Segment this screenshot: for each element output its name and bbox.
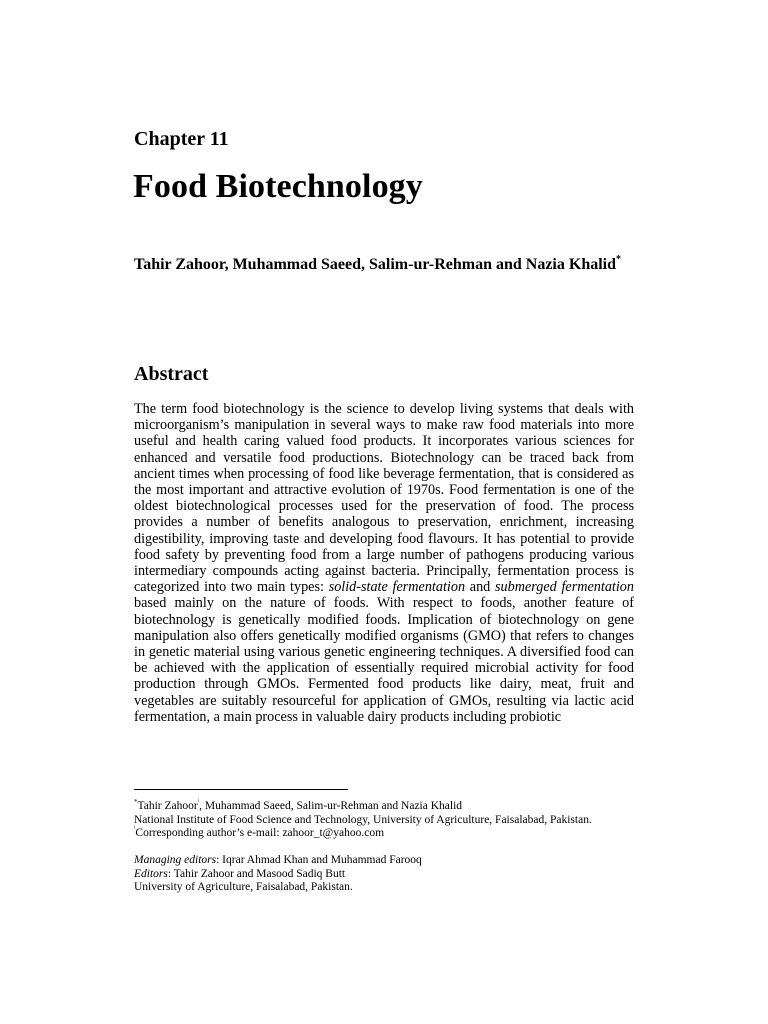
footnote-affiliation: National Institute of Food Science and Technology, University of Agriculture, Faisalabad, Pakistan. <box>134 813 592 826</box>
footnote-other-authors: , Muhammad Saeed, Salim-ur-Rehman and Nazia Khalid <box>199 800 463 812</box>
footnote-divider <box>134 789 348 790</box>
editors-affiliation: University of Agriculture, Faisalabad, Pakistan. <box>134 881 353 893</box>
abstract-term-submerged: submerged fermentation <box>495 579 634 596</box>
managing-editors-label: Managing editors <box>134 854 217 866</box>
chapter-title: Food Biotechnology <box>133 168 423 205</box>
footnote-email <box>134 827 654 841</box>
editors-line <box>134 868 654 882</box>
abstract-body <box>134 401 634 725</box>
managing-editors <box>134 854 654 868</box>
author-list <box>134 255 634 275</box>
abstract-text-3: based mainly on the nature of foods. With respect to foods, another feature of biotechnology is genetically modified foods. Implication of biotechnology on gene manipulation also offers genetically modified organisms (GMO) that refers to changes in genetic material using various genetic engineering techniques. A diversified food can be achieved with the application of essentially required microbial activity for food production through GMOs. Fermented food products like dairy, meat, fruit and vegetables are suitably resourceful for application of GMOs, resulting via lactic acid fermentation, a main process in valuable dairy products including probiotic <box>134 595 634 725</box>
editors-label: Editors <box>134 867 168 880</box>
chapter-label: Chapter 11 <box>134 128 229 150</box>
footnote-first-author: Tahir Zahoor <box>137 800 198 812</box>
footnote-authors <box>134 800 654 814</box>
author-names: Tahir Zahoor, Muhammad Saeed, Salim-ur-Rehman and Nazia Khalid <box>134 256 617 273</box>
managing-editors-names: : Iqrar Ahmad Khan and Muhammad Farooq <box>216 854 422 866</box>
footnote-marker: * <box>134 798 138 807</box>
editors-names: : Tahir Zahoor and Masood Sadiq Butt <box>167 867 346 880</box>
abstract-text-2: and <box>465 579 496 596</box>
footnote-email-marker: ⁱ <box>134 825 136 834</box>
footnotes <box>134 800 654 841</box>
corresponding-marker: * <box>616 253 622 265</box>
abstract-text-1: The term food biotechnology is the science to develop living systems that deals with microorganism’s manipulation in several ways to make raw food materials into more useful and health caring valued food products. It incorporates various sciences for enhanced and versatile food productions. Biotechnology can be traced back from ancient times when processing of food like beverage fermentation, that is considered as the most important and attractive evolution of 1970s. Food fermentation is one of the oldest biotechnological processes used for the preservation of food. The process provides a number of benefits analogous to preservation, enrichment, increasing digestibility, improving taste and developing food flavours. It has potential to provide food safety by preventing food from a large number of pathogens producing various intermediary compounds acting against bacteria. Principally, fermentation process is categorized into two main types: <box>134 401 634 596</box>
abstract-term-solid-state: solid-state fermentation <box>328 579 466 596</box>
footnote-author-marker: ⁱ <box>197 798 200 807</box>
abstract-heading: Abstract <box>134 363 209 385</box>
editors-block <box>134 854 654 895</box>
footnote-email-text: Corresponding author’s e-mail: zahoor_t@yahoo.com <box>135 827 385 839</box>
